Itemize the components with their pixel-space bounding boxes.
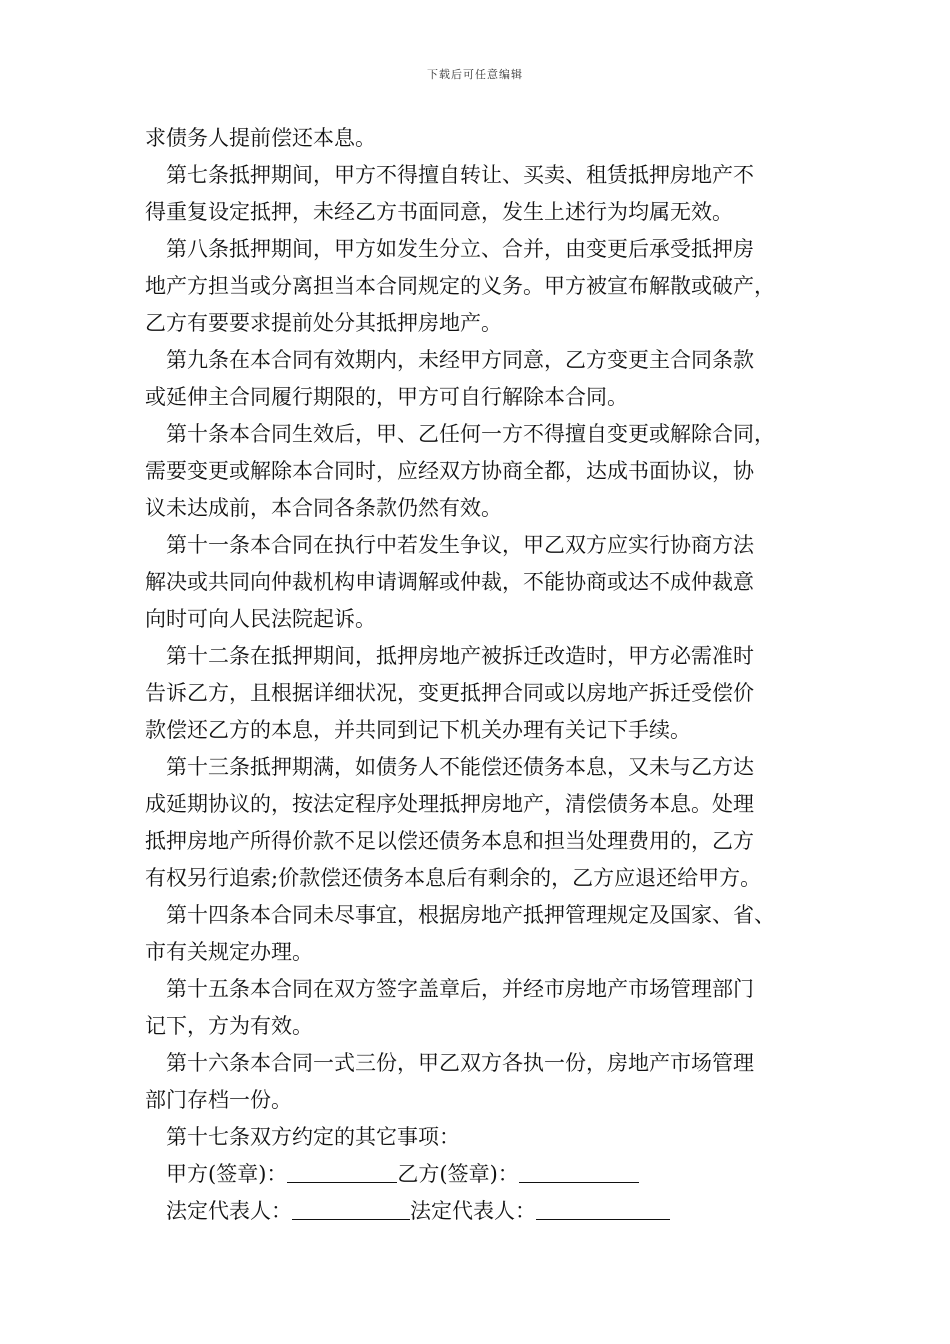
clause-7-line: 第七条抵押期间，甲方不得擅自转让、买卖、租赁抵押房地产不 (166, 163, 754, 187)
page-header: 下载后可任意编辑 (427, 68, 523, 81)
text-line: 成延期协议的，按法定程序处理抵押房地产，清偿债务本息。处理 (145, 792, 754, 816)
clause-11-line: 第十一条本合同在执行中若发生争议，甲乙双方应实行协商方法 (166, 533, 754, 557)
text-line: 议未达成前，本合同各条款仍然有效。 (145, 496, 502, 520)
clause-15-line: 第十五条本合同在双方签字盖章后，并经市房地产市场管理部门 (166, 977, 754, 1001)
rep-a-blank (292, 1195, 410, 1220)
clause-13-line: 第十三条抵押期满，如债务人不能偿还债务本息，又未与乙方达 (166, 755, 754, 779)
text-line: 求债务人提前偿还本息。 (145, 126, 376, 150)
party-a-signature-label: 甲方(签章)： (166, 1162, 288, 1186)
text-line: 需要变更或解除本合同时，应经双方协商全都，达成书面协议，协 (145, 459, 754, 483)
text-line: 部门存档一份。 (145, 1088, 292, 1112)
signature-row-parties (145, 1156, 835, 1193)
party-a-signature-blank (287, 1158, 397, 1183)
signature-row-representatives (145, 1193, 835, 1230)
text-line: 解决或共同向仲裁机构申请调解或仲裁，不能协商或达不成仲裁意 (145, 570, 754, 594)
clause-17-line: 第十七条双方约定的其它事项： (166, 1125, 460, 1149)
clause-16-line: 第十六条本合同一式三份，甲乙双方各执一份，房地产市场管理 (166, 1051, 754, 1075)
text-line: 告诉乙方，且根据详细状况，变更抵押合同或以房地产拆迁受偿价 (145, 681, 754, 705)
clause-12-line: 第十二条在抵押期间，抵押房地产被拆迁改造时，甲方必需准时 (166, 644, 754, 668)
clause-10-line: 第十条本合同生效后，甲、乙任何一方不得擅自变更或解除合同， (166, 422, 775, 446)
text-line: 抵押房地产所得价款不足以偿还债务本息和担当处理费用的，乙方 (145, 829, 754, 853)
rep-b-label: 法定代表人： (410, 1199, 536, 1223)
text-line: 记下，方为有效。 (145, 1014, 313, 1038)
text-line: 得重复设定抵押，未经乙方书面同意，发生上述行为均属无效。 (145, 200, 733, 224)
party-b-signature-blank (519, 1158, 639, 1183)
clause-8-line: 第八条抵押期间，甲方如发生分立、合并，由变更后承受抵押房 (166, 237, 754, 261)
text-line: 市有关规定办理。 (145, 940, 313, 964)
text-line: 有权另行追索;价款偿还债务本息后有剩余的，乙方应退还给甲方。 (145, 866, 762, 890)
text-line: 向时可向人民法院起诉。 (145, 607, 376, 631)
rep-a-label: 法定代表人： (166, 1199, 292, 1223)
rep-b-blank (536, 1195, 670, 1220)
text-line: 地产方担当或分离担当本合同规定的义务。甲方被宣布解散或破产， (145, 274, 775, 298)
text-line: 款偿还乙方的本息，并共同到记下机关办理有关记下手续。 (145, 718, 691, 742)
clause-9-line: 第九条在本合同有效期内，未经甲方同意，乙方变更主合同条款 (166, 348, 754, 372)
clause-14-line: 第十四条本合同未尽事宜，根据房地产抵押管理规定及国家、省、 (166, 903, 775, 927)
text-line: 或延伸主合同履行期限的，甲方可自行解除本合同。 (145, 385, 628, 409)
text-line: 乙方有要要求提前处分其抵押房地产。 (145, 311, 502, 335)
party-b-signature-label: 乙方(签章)： (397, 1162, 519, 1186)
contract-body (145, 120, 835, 1230)
